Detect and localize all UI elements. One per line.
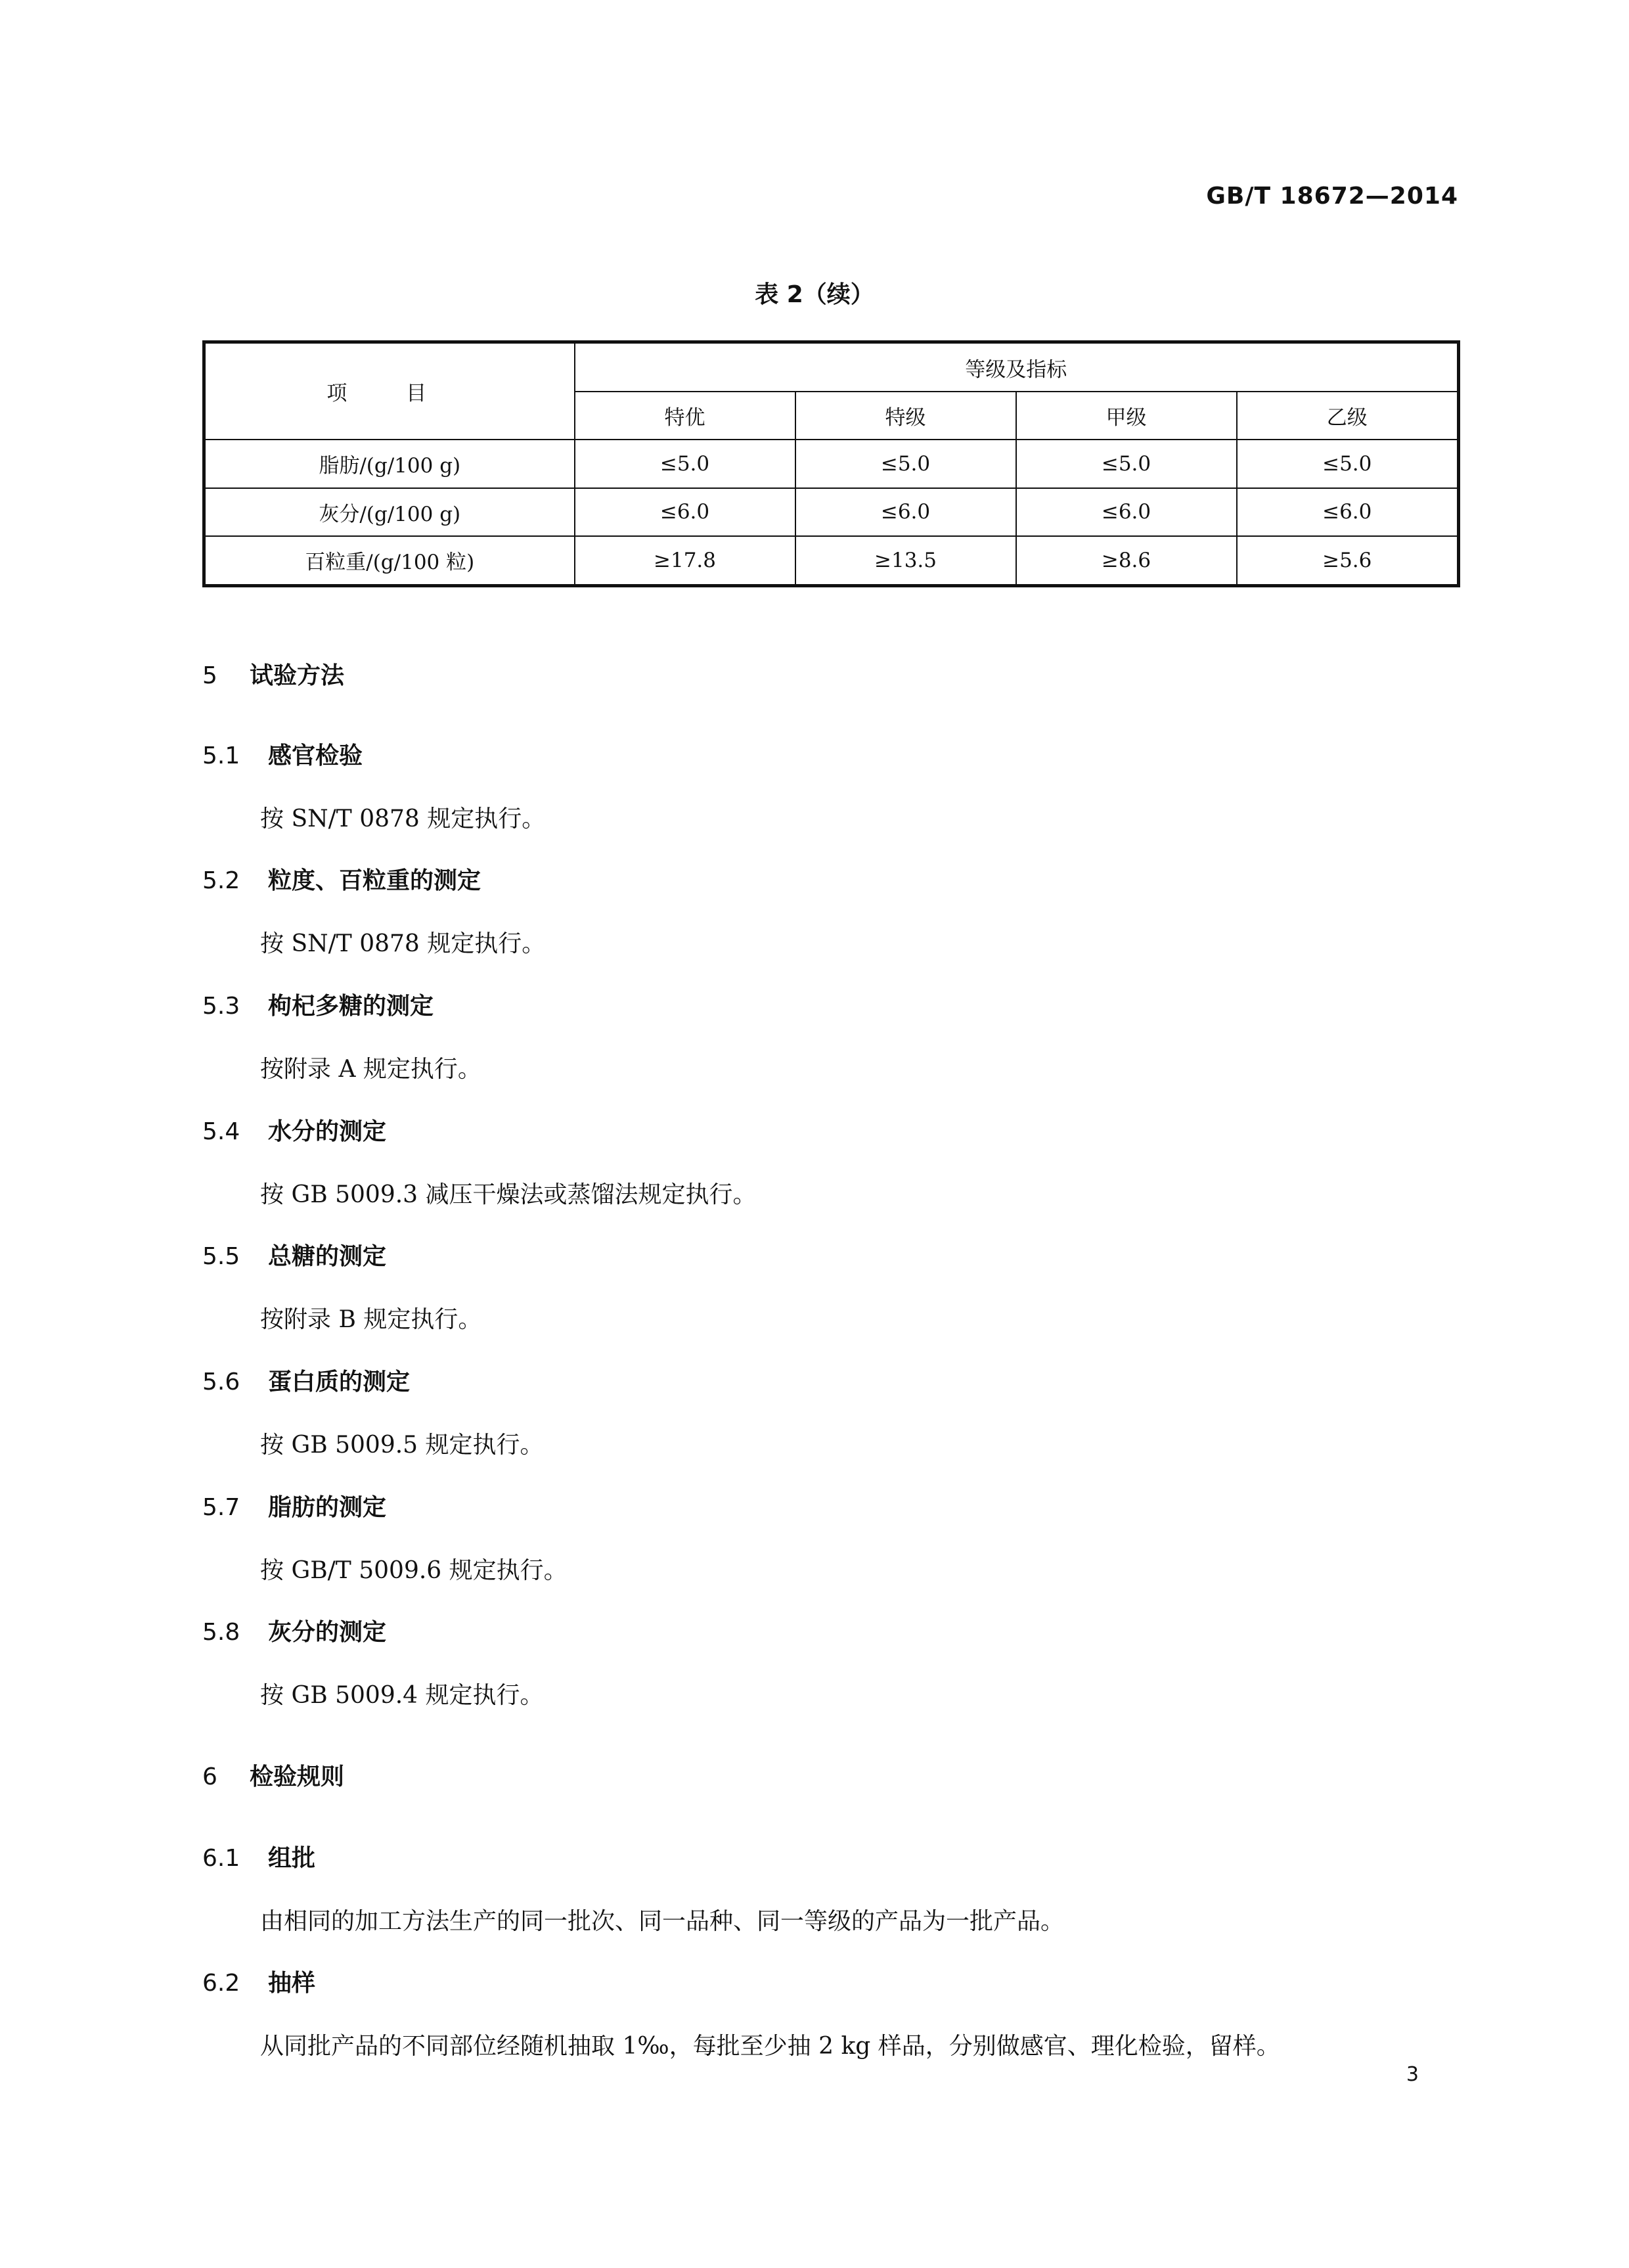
subsection-title: 粒度、百粒重的测定 <box>268 867 481 894</box>
item-column-header: 项 目 <box>204 342 575 440</box>
table-cell: ≤6.0 <box>575 488 795 536</box>
section-title: 试验方法 <box>250 662 345 689</box>
table-cell: ≤5.0 <box>1237 440 1459 488</box>
table-row <box>204 440 1459 488</box>
section-number: 6 <box>202 1763 217 1790</box>
subsection-heading <box>202 737 363 771</box>
subsection-number: 6.1 <box>202 1845 240 1872</box>
table-cell: ≤6.0 <box>1237 488 1459 536</box>
paragraph: 按 SN/T 0878 规定执行。 <box>260 805 546 832</box>
subsection-number: 5.4 <box>202 1118 240 1145</box>
grade-header: 特优 <box>575 392 795 440</box>
paragraph: 按附录 B 规定执行。 <box>260 1306 482 1333</box>
section-title: 检验规则 <box>250 1763 345 1790</box>
table-cell: ≤6.0 <box>1016 488 1237 536</box>
subsection-heading <box>202 1113 386 1146</box>
row-label: 灰分/(g/100 g) <box>204 488 575 536</box>
row-label: 脂肪/(g/100 g) <box>204 440 575 488</box>
paragraph: 按附录 A 规定执行。 <box>260 1056 481 1083</box>
paragraph: 按 GB 5009.3 减压干燥法或蒸馏法规定执行。 <box>260 1181 757 1208</box>
subsection-title: 灰分的测定 <box>268 1619 387 1646</box>
subsection-title: 水分的测定 <box>268 1118 387 1145</box>
grade-header: 特级 <box>795 392 1016 440</box>
subsection-number: 5.2 <box>202 867 240 894</box>
grade-table <box>202 340 1460 587</box>
subsection-heading <box>202 1238 386 1271</box>
section-heading <box>202 657 344 691</box>
table-cell: ≥13.5 <box>795 536 1016 586</box>
grade-group-header: 等级及指标 <box>575 342 1459 392</box>
subsection-heading <box>202 1840 315 1873</box>
subsection-title: 枸杞多糖的测定 <box>268 993 434 1020</box>
table-header-row <box>204 342 1459 392</box>
row-label: 百粒重/(g/100 粒) <box>204 536 575 586</box>
paragraph: 按 GB/T 5009.6 规定执行。 <box>260 1557 568 1584</box>
paragraph: 由相同的加工方法生产的同一批次、同一品种、同一等级的产品为一批产品。 <box>260 1908 1065 1935</box>
section-heading <box>202 1758 344 1792</box>
page-number: 3 <box>1406 2063 1419 2086</box>
subsection-title: 感官检验 <box>268 742 363 769</box>
table-row <box>204 536 1459 586</box>
subsection-heading <box>202 1614 386 1647</box>
table-caption: 表 2（续） <box>755 281 874 308</box>
subsection-number: 5.8 <box>202 1619 240 1646</box>
section-number: 5 <box>202 662 217 689</box>
subsection-number: 5.7 <box>202 1494 240 1521</box>
paragraph: 从同批产品的不同部位经随机抽取 1‰，每批至少抽 2 kg 样品，分别做感官、理化检验，留样。 <box>260 2033 1280 2060</box>
subsection-heading <box>202 987 434 1021</box>
subsection-title: 脂肪的测定 <box>268 1494 387 1521</box>
subsection-number: 5.1 <box>202 742 240 769</box>
subsection-number: 5.6 <box>202 1369 240 1395</box>
subsection-title: 蛋白质的测定 <box>268 1369 411 1395</box>
grade-header: 甲级 <box>1016 392 1237 440</box>
table-cell: ≤5.0 <box>1016 440 1237 488</box>
paragraph: 按 GB 5009.4 规定执行。 <box>260 1682 544 1709</box>
subsection-title: 抽样 <box>268 1970 316 1997</box>
subsection-heading <box>202 1964 315 1998</box>
grade-header: 乙级 <box>1237 392 1459 440</box>
table-cell: ≤6.0 <box>795 488 1016 536</box>
subsection-heading <box>202 1489 386 1522</box>
subsection-number: 6.2 <box>202 1970 240 1997</box>
subsection-heading <box>202 1363 410 1397</box>
table-cell: ≥17.8 <box>575 536 795 586</box>
paragraph: 按 SN/T 0878 规定执行。 <box>260 930 546 957</box>
paragraph: 按 GB 5009.5 规定执行。 <box>260 1432 544 1459</box>
subsection-number: 5.3 <box>202 993 240 1020</box>
table-cell: ≥5.6 <box>1237 536 1459 586</box>
table-cell: ≤5.0 <box>575 440 795 488</box>
subsection-number: 5.5 <box>202 1243 240 1270</box>
standard-code: GB/T 18672—2014 <box>1206 183 1458 210</box>
subsection-title: 组批 <box>268 1845 316 1872</box>
subsection-heading <box>202 862 481 896</box>
table-row <box>204 488 1459 536</box>
table-cell: ≥8.6 <box>1016 536 1237 586</box>
subsection-title: 总糖的测定 <box>268 1243 387 1270</box>
table-cell: ≤5.0 <box>795 440 1016 488</box>
